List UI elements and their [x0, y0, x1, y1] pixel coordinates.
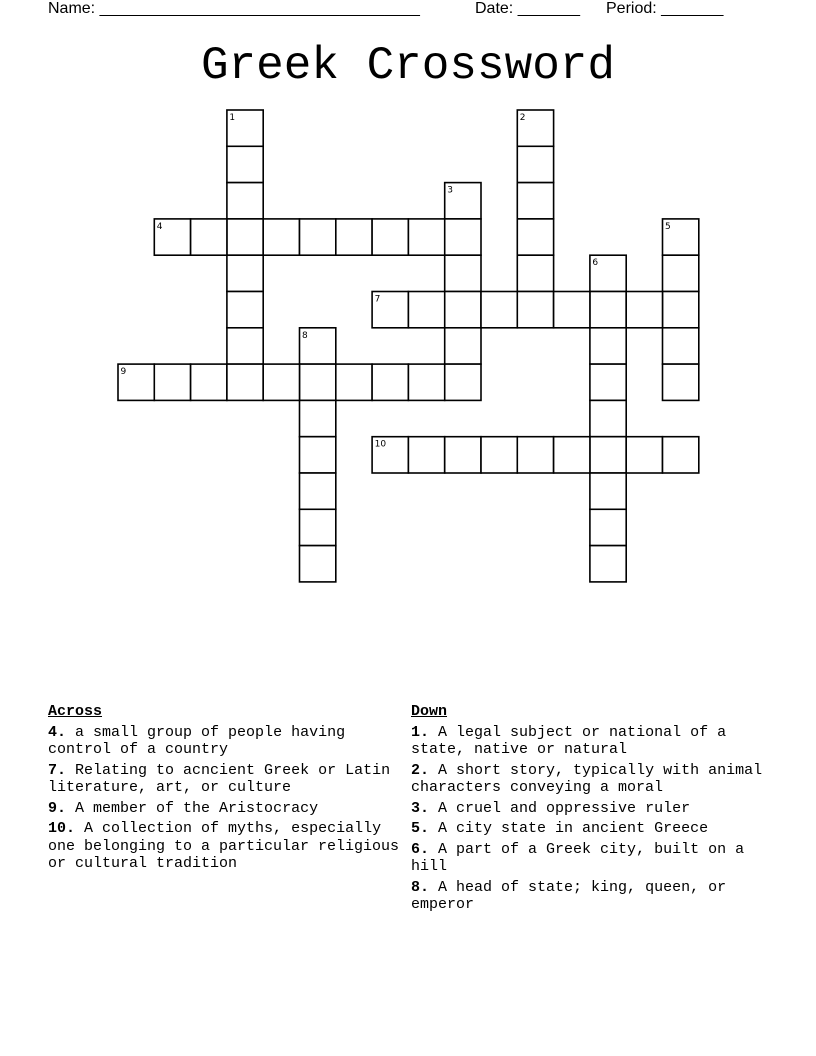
grid-cell[interactable]: [590, 364, 626, 400]
grid-cell[interactable]: [481, 292, 517, 328]
grid-cell[interactable]: [517, 255, 553, 291]
grid-cell[interactable]: [663, 328, 699, 364]
period-field[interactable]: Period: _______: [606, 0, 724, 17]
grid-cell[interactable]: [663, 255, 699, 291]
down-clues: [411, 703, 771, 917]
grid-cell[interactable]: [408, 292, 444, 328]
grid-cell[interactable]: [663, 364, 699, 400]
grid-cell[interactable]: [517, 183, 553, 219]
grid-cell[interactable]: [554, 292, 590, 328]
grid-cell[interactable]: [191, 364, 227, 400]
grid-cell[interactable]: [227, 328, 263, 364]
grid-cell[interactable]: [336, 219, 372, 255]
grid-cell[interactable]: [300, 509, 336, 545]
grid-cell[interactable]: [517, 292, 553, 328]
grid-cell[interactable]: [263, 219, 299, 255]
down-clue-5: 5. A city state in ancient Greece: [411, 820, 709, 837]
page-title: Greek Crossword: [200, 40, 616, 92]
grid-cell[interactable]: [408, 364, 444, 400]
down-clue-1: 1. A legal subject or national of a state, native or natural: [411, 723, 727, 758]
grid-cell[interactable]: [300, 473, 336, 509]
grid-cell[interactable]: [590, 400, 626, 436]
grid-cell[interactable]: [626, 292, 662, 328]
clue-number-label: 10: [374, 439, 387, 450]
clue-number-label: 4: [156, 221, 163, 232]
grid-cell[interactable]: [227, 146, 263, 182]
grid-cell[interactable]: [590, 546, 626, 582]
grid-cell[interactable]: [300, 546, 336, 582]
down-clue-2: 2. A short story, typically with animal characters conveying a moral: [411, 761, 763, 796]
across-clues: [48, 703, 403, 876]
grid-cell[interactable]: [517, 437, 553, 473]
grid-cell[interactable]: [445, 328, 481, 364]
grid-cell[interactable]: [191, 219, 227, 255]
grid-cell[interactable]: [663, 292, 699, 328]
clue-number-label: 6: [592, 258, 599, 269]
down-clue-8: 8. A head of state; king, queen, or emperor: [411, 878, 727, 913]
date-field[interactable]: Date: _______: [475, 0, 580, 17]
across-clue-9: 9. A member of the Aristocracy: [48, 799, 319, 817]
grid-cell[interactable]: [227, 219, 263, 255]
grid-cell[interactable]: [590, 509, 626, 545]
grid-cell[interactable]: [408, 437, 444, 473]
clue-number-label: 3: [447, 185, 453, 196]
clue-number-label: 5: [665, 221, 671, 232]
grid-cell[interactable]: [445, 437, 481, 473]
grid-cell[interactable]: [554, 437, 590, 473]
grid-cell[interactable]: [300, 219, 336, 255]
grid-cell[interactable]: [227, 183, 263, 219]
grid-cell[interactable]: [626, 437, 662, 473]
grid-cell[interactable]: [590, 292, 626, 328]
grid-cell[interactable]: [517, 219, 553, 255]
grid-cell[interactable]: [445, 364, 481, 400]
clue-number-label: 7: [374, 294, 381, 305]
grid-cell[interactable]: [372, 219, 408, 255]
grid-cell[interactable]: [445, 219, 481, 255]
grid-cell[interactable]: [227, 255, 263, 291]
grid-cell[interactable]: [590, 473, 626, 509]
grid-cell[interactable]: [590, 328, 626, 364]
down-clue-6: 6. A part of a Greek city, built on a hill: [411, 840, 745, 875]
down-clue-3: 3. A cruel and oppressive ruler: [411, 799, 691, 817]
grid-cell[interactable]: [517, 146, 553, 182]
across-clue-7: 7. Relating to acncient Greek or Latin literature, art, or culture: [48, 761, 391, 796]
name-field[interactable]: Name: ____________________________________: [48, 0, 420, 17]
clue-number-label: 2: [519, 113, 526, 123]
grid-cell[interactable]: [300, 400, 336, 436]
grid-cell[interactable]: [300, 364, 336, 400]
across-clue-4: 4. a small group of people having control of a country: [48, 723, 346, 758]
grid-cell[interactable]: [590, 437, 626, 473]
down-heading: Down: [411, 703, 448, 720]
grid-cell[interactable]: [336, 364, 372, 400]
grid-cell[interactable]: [154, 364, 190, 400]
grid-cell[interactable]: [263, 364, 299, 400]
grid-cell[interactable]: [408, 219, 444, 255]
grid-cell[interactable]: [663, 437, 699, 473]
across-clue-10: 10. A collection of myths, especially one belonging to a particular religious or cultural tradition: [48, 820, 400, 872]
clue-number-label: 9: [120, 367, 127, 378]
clue-number-label: 1: [229, 113, 236, 123]
across-heading: Across: [48, 703, 103, 720]
grid-cell[interactable]: [445, 255, 481, 291]
grid-cell[interactable]: [445, 292, 481, 328]
grid-cell[interactable]: [227, 292, 263, 328]
grid-cell[interactable]: [372, 364, 408, 400]
grid-cell[interactable]: [481, 437, 517, 473]
grid-cell[interactable]: [227, 364, 263, 400]
clue-number-label: 8: [302, 330, 308, 341]
grid-cell[interactable]: [300, 437, 336, 473]
